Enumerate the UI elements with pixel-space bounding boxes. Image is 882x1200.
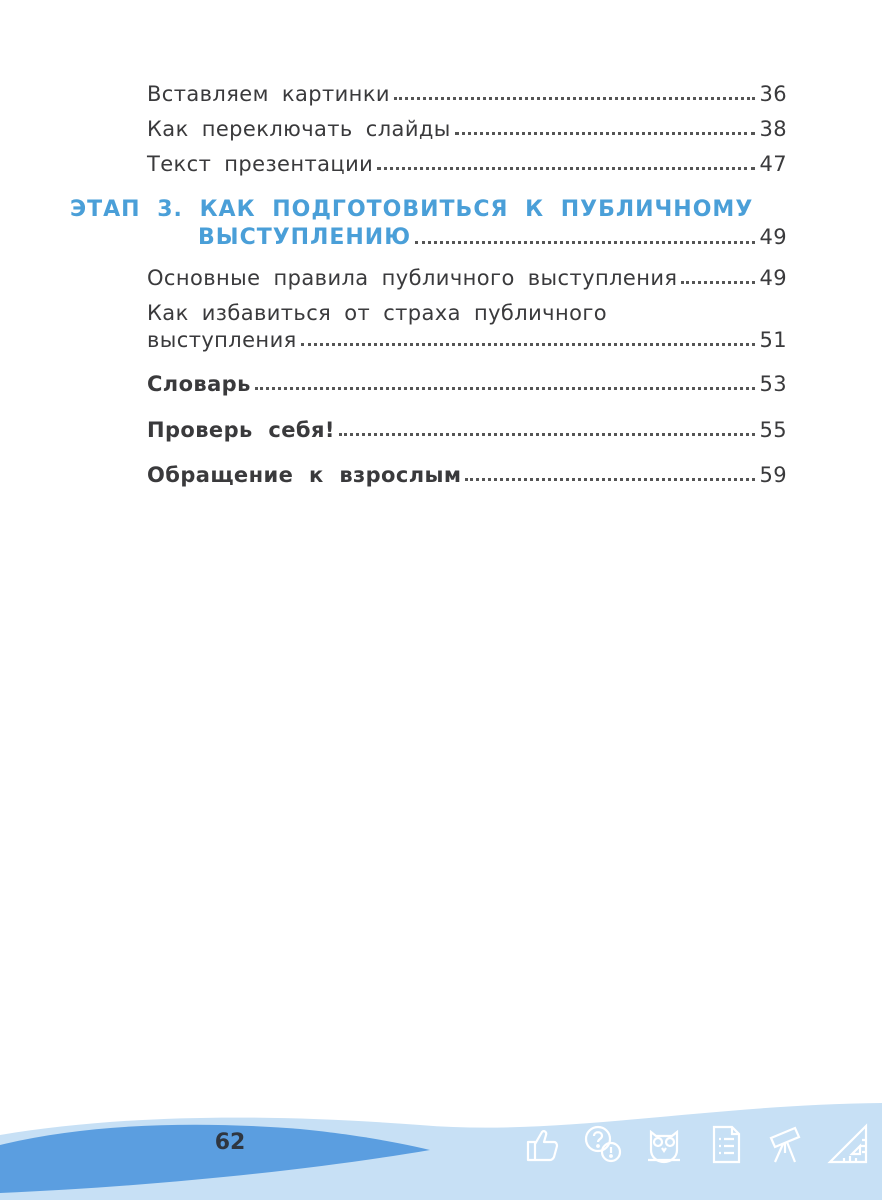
toc-leader [465, 478, 755, 481]
toc-entry[interactable] [147, 328, 787, 352]
toc-entry-title: Как переключать слайды [147, 117, 451, 141]
toc-leader [455, 132, 756, 135]
toc-entry-page: 53 [759, 372, 787, 396]
toc-leader [415, 241, 755, 244]
toc-entry-page: 36 [759, 82, 787, 106]
toc-entry-page: 38 [759, 117, 787, 141]
toc-entry-page: 59 [759, 463, 787, 487]
toc-entry[interactable] [147, 463, 787, 487]
toc-entry-page: 47 [759, 152, 787, 176]
toc-entry-title-line1[interactable]: Как избавиться от страха публичного [147, 301, 608, 325]
toc-entry[interactable] [147, 117, 787, 141]
toc-leader [681, 281, 755, 284]
toc-entry-title-line2: выступления [147, 328, 297, 352]
toc-entry-title: Текст презентации [147, 152, 374, 176]
toc-entry-title: Вставляем картинки [147, 82, 390, 106]
toc-entry-page: 51 [759, 328, 787, 352]
stage-heading-line2: ВЫСТУПЛЕНИЮ [198, 225, 412, 250]
toc-leader [377, 167, 755, 170]
telescope-icon [765, 1122, 809, 1166]
thumbs-up-icon [520, 1122, 564, 1166]
question-exclamation-icon [581, 1122, 625, 1166]
toc-entry-title: Обращение к взрослым [147, 463, 462, 487]
owl-icon [642, 1122, 686, 1166]
toc-leader [339, 433, 756, 436]
toc-entry[interactable] [147, 266, 787, 290]
toc-entry-title: Словарь [147, 372, 251, 396]
toc-entry[interactable] [147, 418, 787, 442]
toc-leader [301, 343, 756, 346]
toc-entry[interactable] [147, 152, 787, 176]
toc-entry-page: 49 [759, 266, 787, 290]
toc-entry-title: Основные правила публичного выступления [147, 266, 678, 290]
toc-entry[interactable] [147, 82, 787, 106]
toc-entry[interactable] [147, 372, 787, 396]
page-number: 62 [214, 1130, 246, 1155]
stage-heading[interactable]: ЭТАП 3. КАК ПОДГОТОВИТЬСЯ К ПУБЛИЧНОМУ [70, 197, 754, 222]
stage-heading-continuation[interactable] [198, 225, 787, 250]
numbered-list-icon [704, 1122, 748, 1166]
toc-entry-title: Проверь себя! [147, 418, 335, 442]
toc-entry-page: 55 [759, 418, 787, 442]
ruler-triangle-icon [826, 1122, 870, 1166]
toc-leader [255, 387, 756, 390]
toc-leader [394, 97, 756, 100]
footer-icons [520, 1122, 870, 1172]
toc-entry-page: 49 [759, 225, 787, 249]
